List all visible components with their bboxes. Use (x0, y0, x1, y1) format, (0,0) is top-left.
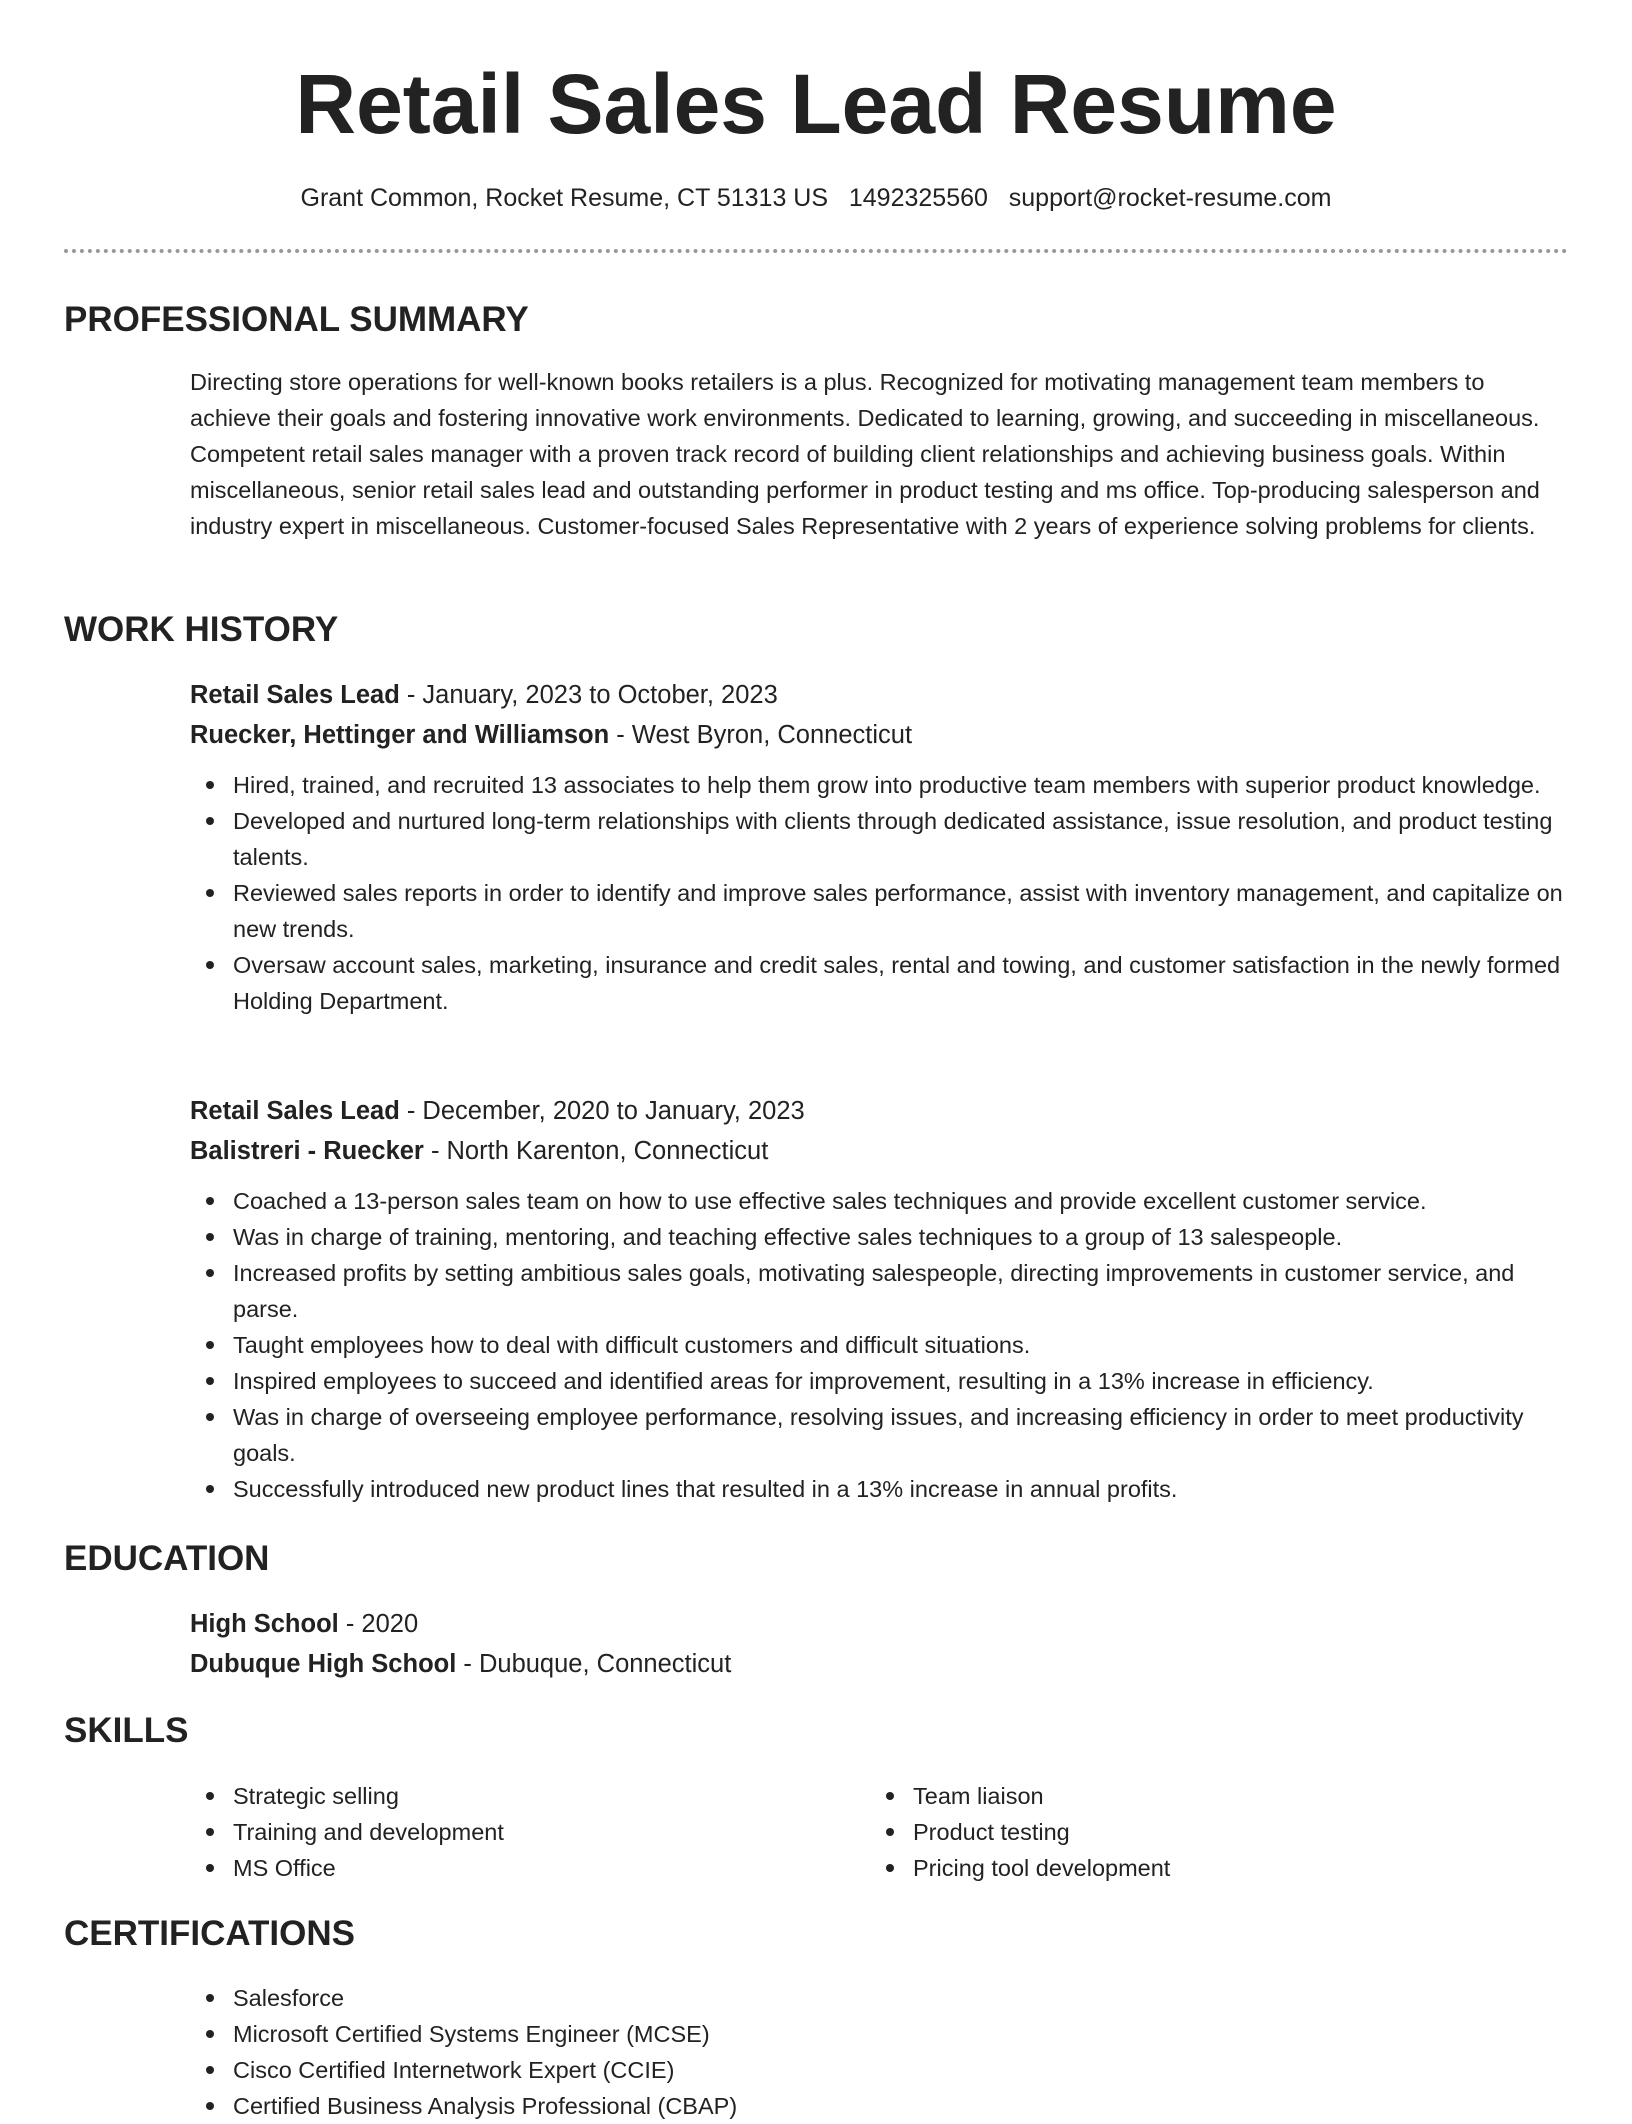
job-title-line (190, 1091, 1570, 1131)
contact-phone: 1492325560 (848, 184, 988, 212)
job-location: - West Byron, Connecticut (609, 721, 913, 749)
education-school-line (190, 1644, 1570, 1684)
certifications-section (190, 1980, 1570, 2124)
list-item: Oversaw account sales, marketing, insurance and credit sales, rental and towing, and customer satisfaction in the newly formed Holding Department. (190, 947, 1570, 1019)
job-title: Retail Sales Lead (190, 681, 400, 709)
list-item: Pricing tool development (870, 1850, 1550, 1886)
list-item: Reviewed sales reports in order to identify and improve sales performance, assist with inventory management, and capitalize on new trends. (190, 875, 1570, 947)
job-company: Ruecker, Hettinger and Williamson (190, 721, 610, 749)
list-item: Product testing (870, 1814, 1550, 1850)
list-item: Was in charge of training, mentoring, and teaching effective sales techniques to a group of 13 salespeople. (190, 1219, 1570, 1255)
job-company-line (190, 1131, 1570, 1171)
education-school: Dubuque High School (190, 1650, 457, 1678)
job-company-line (190, 715, 1570, 755)
summary-section (190, 364, 1570, 544)
job-location: - North Karenton, Connecticut (423, 1137, 769, 1165)
list-item: Cisco Certified Internetwork Expert (CCIE) (190, 2052, 1570, 2088)
certifications-list (190, 1980, 1570, 2124)
list-item: Was in charge of overseeing employee performance, resolving issues, and increasing efficiency in order to meet productivity goals. (190, 1399, 1570, 1471)
summary-heading: PROFESSIONAL SUMMARY (64, 300, 529, 339)
education-year: - 2020 (338, 1610, 419, 1638)
education-entry (190, 1604, 1570, 1684)
job-dates: - January, 2023 to October, 2023 (399, 681, 778, 709)
skills-list-right (870, 1778, 1550, 1886)
job-bullets (190, 1183, 1570, 1507)
summary-text: Directing store operations for well-known books retailers is a plus. Recognized for motivating management team members to achieve their goals and fostering innovative work environments. Dedicated to learning, growing, and succeeding in miscellaneous. Competent retail sales manager with a proven track record of building client relationships and achieving business goals. Within miscellaneous, senior retail sales lead and outstanding performer in product testing and ms office. Top-producing salesperson and industry expert in miscellaneous. Customer-focused Sales Representative with 2 years of experience solving problems for clients. (190, 369, 1540, 539)
job-company: Balistreri - Ruecker (190, 1137, 424, 1165)
list-item: Hired, trained, and recruited 13 associates to help them grow into productive team members with superior product knowledge. (190, 767, 1570, 803)
job-entry-1 (190, 675, 1570, 1019)
resume-title: Retail Sales Lead Resume (295, 57, 1337, 151)
list-item: Inspired employees to succeed and identified areas for improvement, resulting in a 13% increase in efficiency. (190, 1363, 1570, 1399)
list-item: Training and development (190, 1814, 870, 1850)
list-item: Certified Business Analysis Professional (CBAP) (190, 2088, 1570, 2124)
list-item: MS Office (190, 1850, 870, 1886)
list-item: Team liaison (870, 1778, 1550, 1814)
header-divider (64, 249, 1568, 253)
certifications-heading: CERTIFICATIONS (64, 1914, 356, 1953)
list-item: Successfully introduced new product lines that resulted in a 13% increase in annual profits. (190, 1471, 1570, 1507)
job-entry-2 (190, 1091, 1570, 1507)
education-heading: EDUCATION (64, 1539, 270, 1578)
job-title-line (190, 675, 1570, 715)
contact-email: support@rocket-resume.com (1008, 184, 1332, 212)
education-degree: High School (190, 1610, 339, 1638)
list-item: Taught employees how to deal with difficult customers and difficult situations. (190, 1327, 1570, 1363)
list-item: Increased profits by setting ambitious sales goals, motivating salespeople, directing improvements in customer service, and parse. (190, 1255, 1570, 1327)
job-bullets (190, 767, 1570, 1019)
education-degree-line (190, 1604, 1570, 1644)
skills-list-left (190, 1778, 870, 1886)
contact-line (0, 180, 1632, 216)
education-location: - Dubuque, Connecticut (456, 1650, 732, 1678)
skills-heading: SKILLS (64, 1711, 189, 1750)
work-history-heading: WORK HISTORY (64, 610, 339, 649)
list-item: Strategic selling (190, 1778, 870, 1814)
skills-section (190, 1778, 1570, 1886)
list-item: Developed and nurtured long-term relationships with clients through dedicated assistance, issue resolution, and product testing talents. (190, 803, 1570, 875)
list-item: Coached a 13-person sales team on how to use effective sales techniques and provide excellent customer service. (190, 1183, 1570, 1219)
job-title: Retail Sales Lead (190, 1097, 400, 1125)
job-dates: - December, 2020 to January, 2023 (399, 1097, 805, 1125)
list-item: Salesforce (190, 1980, 1570, 2016)
list-item: Microsoft Certified Systems Engineer (MCSE) (190, 2016, 1570, 2052)
contact-address: Grant Common, Rocket Resume, CT 51313 US (300, 184, 829, 212)
